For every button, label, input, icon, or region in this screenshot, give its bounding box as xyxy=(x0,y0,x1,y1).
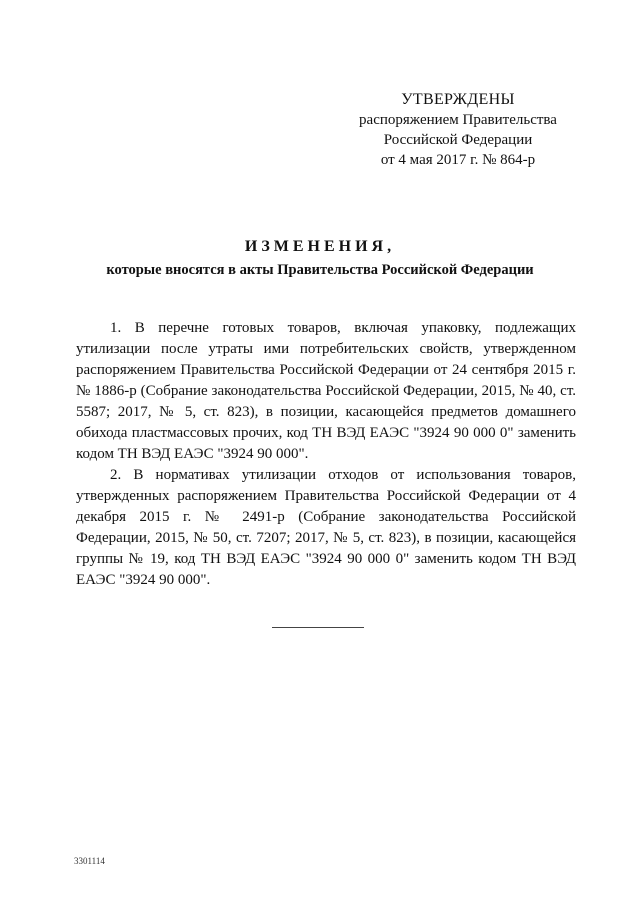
paragraph-1: 1. В перечне готовых товаров, включая упаковку, подлежащих утилизации после утраты ими потребительских свойств, утвержденном распоряжением Правительства Российской Федерации от 24 сентября 2015 г. № 1886-р (Собрание законодательства Российской Федерации, 2015, № 40, ст. 5587; 2017, № 5, ст. 823), в позиции, касающейся предметов домашнего обихода пластмассовых прочих, код ТН ВЭД ЕАЭС "3924 90 000 0" заменить кодом ТН ВЭД ЕАЭС "3924 90 000". xyxy=(76,320,576,462)
approval-line-1: распоряжением Правительства xyxy=(359,112,557,128)
approval-block xyxy=(340,90,576,170)
approval-heading: УТВЕРЖДЕНЫ xyxy=(401,91,515,108)
approval-line-2: Российской Федерации xyxy=(383,132,533,148)
document-subtitle: которые вносятся в акты Правительства Российской Федерации xyxy=(106,262,534,278)
document-title: ИЗМЕНЕНИЯ, xyxy=(244,238,396,255)
approval-line-3: от 4 мая 2017 г. № 864-р xyxy=(380,152,536,168)
document-body xyxy=(76,318,576,591)
closing-rule xyxy=(272,627,364,628)
paragraph-2: 2. В нормативах утилизации отходов от использования товаров, утвержденных распоряжением Правительства Российской Федерации от 4 декабря 2015 г. № 2491-р (Собрание законодательства Российской Федерации, 2015, № 50, ст. 7207; 2017, № 5, ст. 823), в позиции, касающейся группы № 19, код ТН ВЭД ЕАЭС "3924 90 000 0" заменить кодом ТН ВЭД ЕАЭС "3924 90 000". xyxy=(76,467,576,588)
footer-document-code: 3301114 xyxy=(74,856,105,866)
